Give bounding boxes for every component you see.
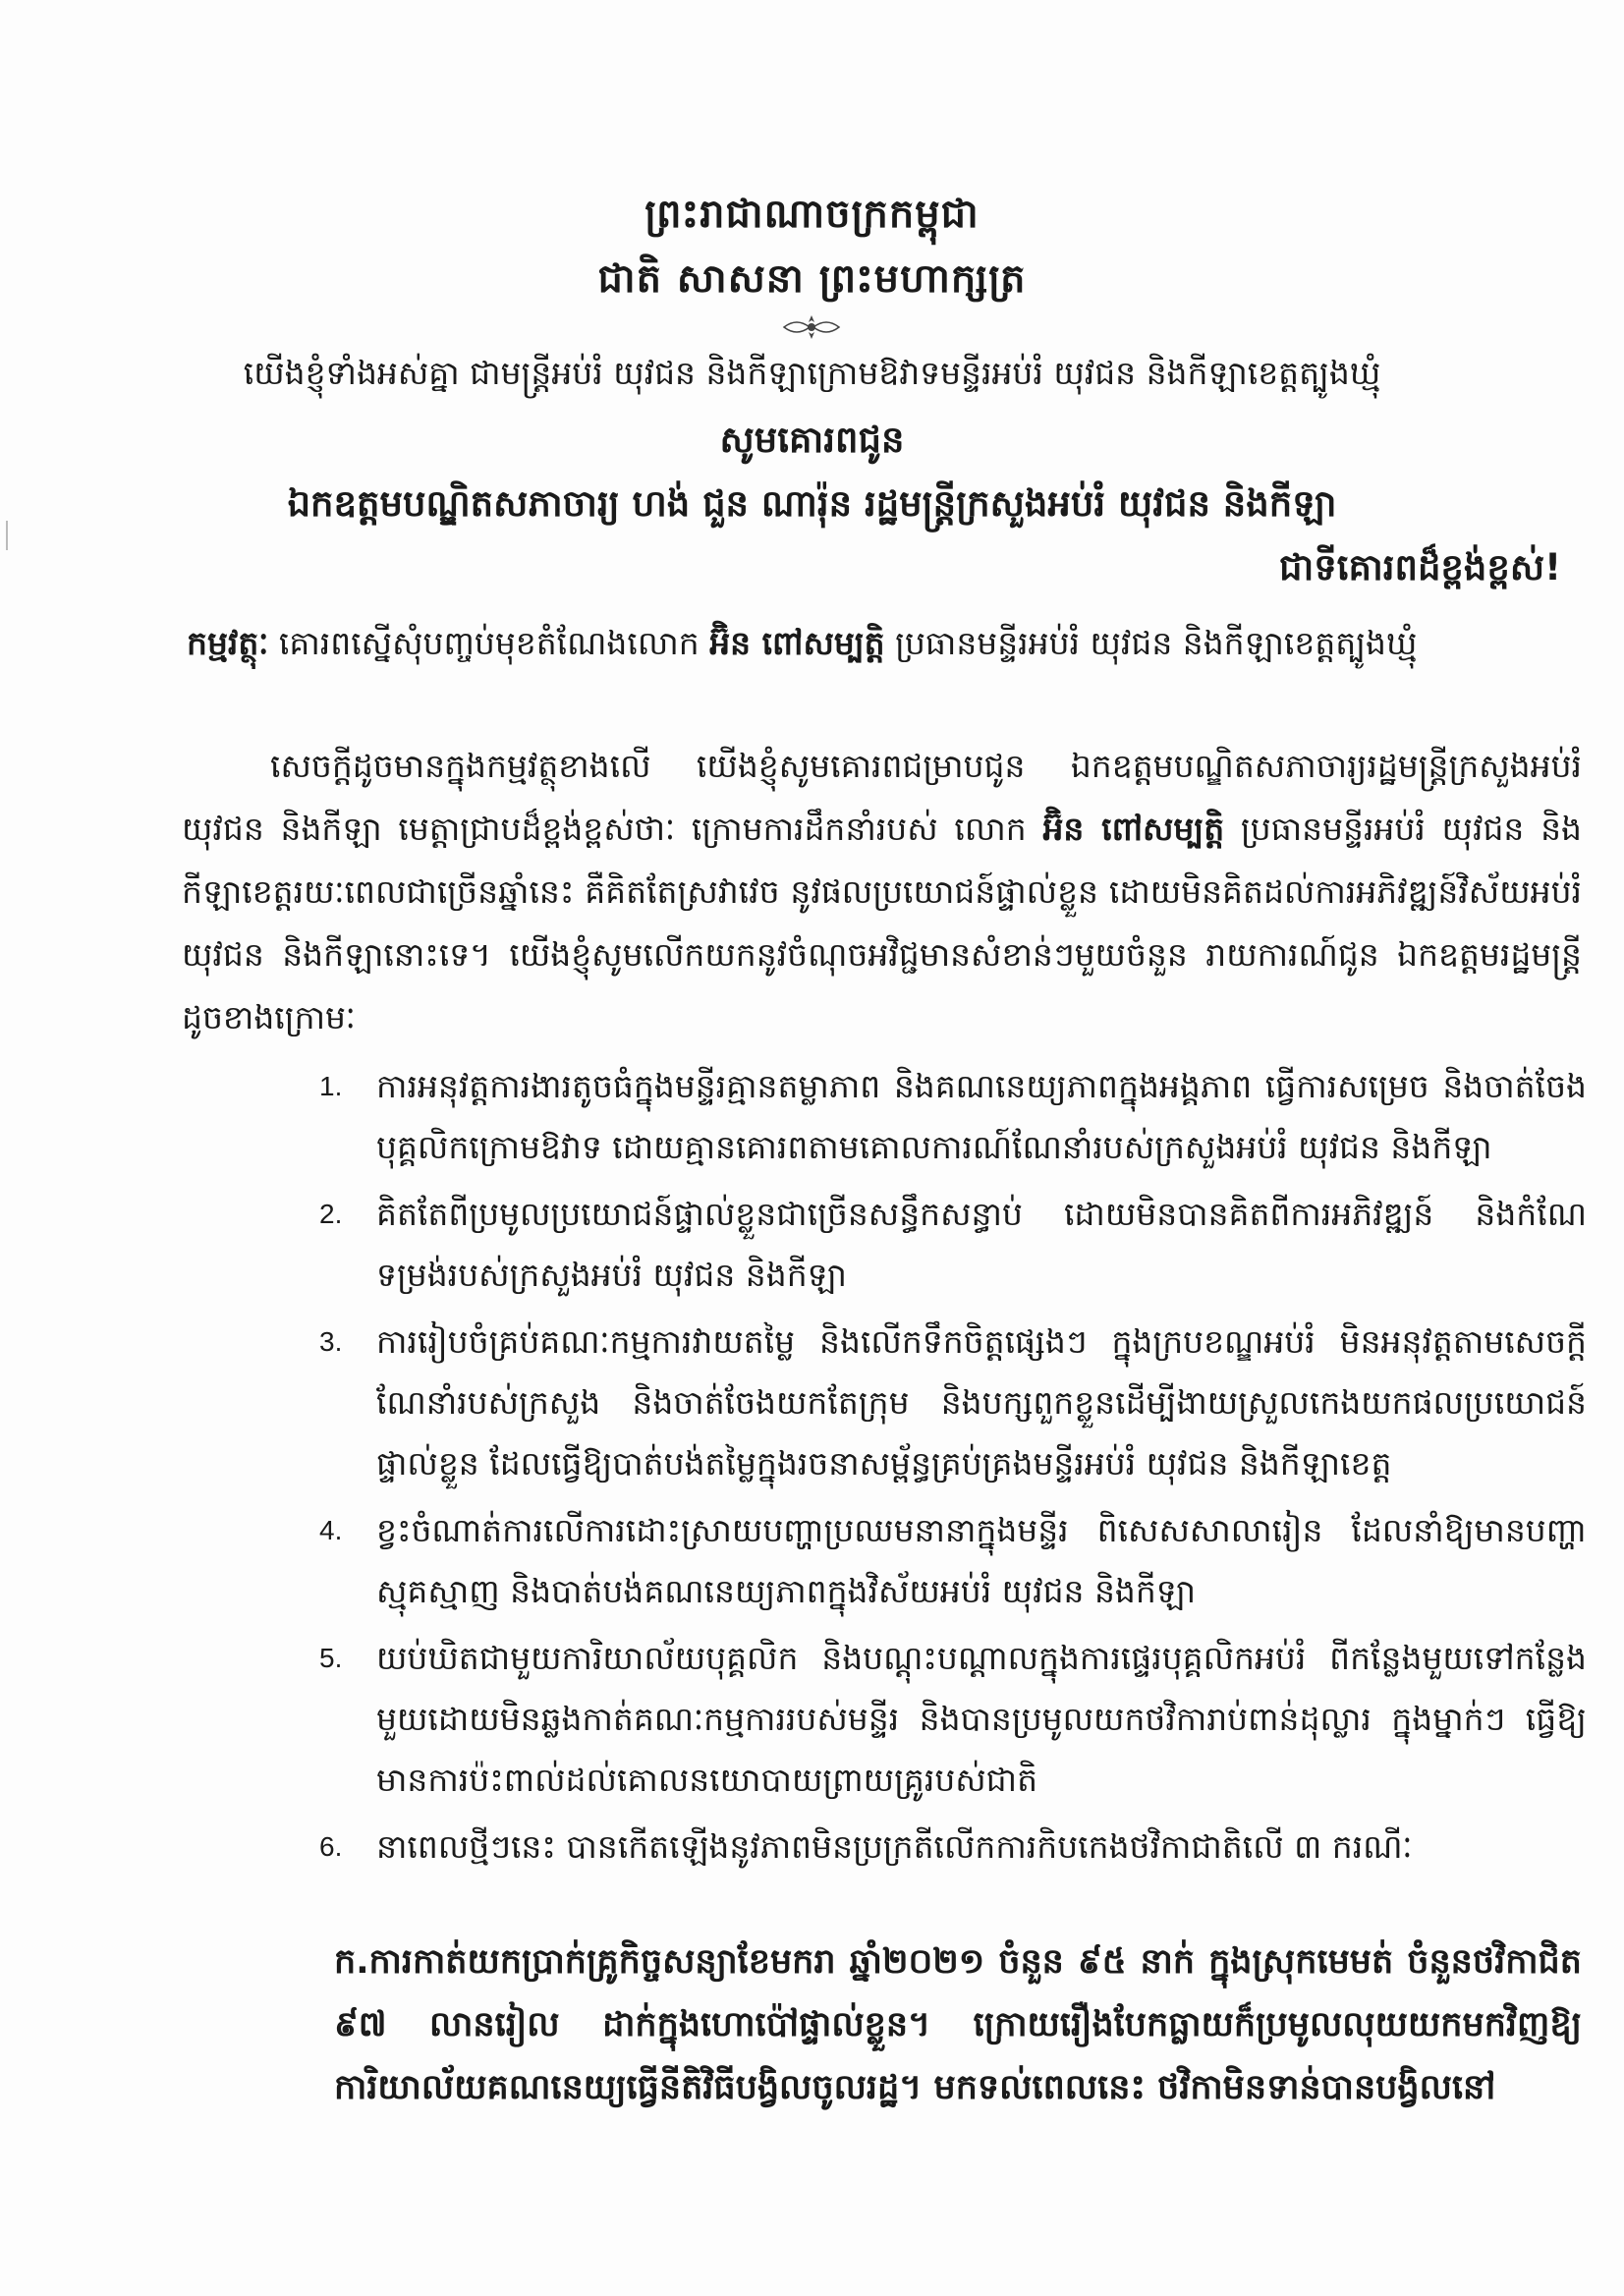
subject-label: កម្មវត្ថុៈ <box>187 624 269 662</box>
list-item <box>319 1184 1587 1306</box>
list-item <box>319 1628 1587 1811</box>
list-item-text: យប់ឃិតជាមួយការិយាល័យបុគ្គលិក និងបណ្តុះបណ្តាលក្នុងការផ្ទេរបុគ្គលិកអប់រំ ពីកន្លែងមួយទៅកន្លែងមួយដោយមិនឆ្លងកាត់គណៈកម្មការរបស់មន្ទីរ និងបានប្រមូលយកថវិការាប់ពាន់ដុល្លារ ក្នុងម្នាក់ៗ ធ្វើឱ្យមានការប៉ះពាល់ដល់គោលនយោបាយព្រាយគ្រូរបស់ជាតិ <box>376 1639 1587 1799</box>
list-item-number: 5. <box>319 1643 343 1673</box>
recipient-honorific: ជាទីគោរពដ៏ខ្ពង់ខ្ពស់! <box>1279 546 1561 588</box>
paragraph-text-a: សេចក្តីដូចមានក្នុងកម្មវត្ថុខាងលើ យើងខ្ញុំសូមគោរពជម្រាបជូន ឯកឧត្តមបណ្ឌិតសភាចារ្យរដ្ឋមន្ត្រីក្រសួងអប់រំ យុវជន និងកីឡា មេត្តាជ្រាបដ៏ខ្ពង់ខ្ពស់ថាៈ ក្រោមការដឹកនាំរបស់ លោក <box>182 747 1582 848</box>
list-item-text: ខ្វះចំណាត់ការលើការដោះស្រាយបញ្ហាប្រឈមនានាក្នុងមន្ទីរ ពិសេសសាលារៀន ដែលនាំឱ្យមានបញ្ហាស្មុគស្មាញ និងបាត់បង់គណនេយ្យភាពក្នុងវិស័យអប់រំ យុវជន និងកីឡា <box>376 1511 1587 1610</box>
subject-person-name: អ៊ិន ពៅសម្បត្តិ <box>709 624 885 662</box>
list-item <box>319 1817 1587 1877</box>
case-a-paragraph: ក.ការកាត់យកប្រាក់គ្រូកិច្ចសន្យាខែមករា ឆ្នាំ២០២១ ចំនួន ៩៥ នាក់ ក្នុងស្រុកមេមត់ ចំនួនថវិកាជិត ៩៧ លានរៀល ដាក់ក្នុងហោប៉ៅផ្ទាល់ខ្លួន។ ក្រោយរឿងបែកធ្លាយក៏ប្រមូលលុយយកមកវិញឱ្យការិយាល័យគណនេយ្យធ្វើនីតិវិធីបង្វិលចូលរដ្ឋ។ មកទល់ពេលនេះ ថវិកាមិនទាន់បានបង្វិលនៅ <box>334 1942 1582 2107</box>
list-item-number: 2. <box>319 1199 343 1229</box>
paragraph-person-name: អ៊ិន ពៅសម្បត្តិ <box>1042 810 1225 848</box>
list-item <box>319 1056 1587 1178</box>
list-item-number: 4. <box>319 1515 343 1545</box>
list-item-number: 1. <box>319 1071 343 1101</box>
list-item-text: ការអនុវត្តការងារតូចធំក្នុងមន្ទីរគ្មានតម្លាភាព និងគណនេយ្យភាពក្នុងអង្គភាព ធ្វើការសម្រេច និងចាត់ចែងបុគ្គលិកក្រោមឱវាទ ដោយគ្មានគោរពតាមគោលការណ៍ណែនាំរបស់ក្រសួងអប់រំ យុវជន និងកីឡា <box>376 1067 1587 1166</box>
motto-heading: ជាតិ សាសនា ព្រះមហាក្សត្រ <box>597 256 1027 302</box>
list-item-number: 6. <box>319 1831 343 1862</box>
list-item-number: 3. <box>319 1326 343 1357</box>
list-item-text: ការរៀបចំគ្រប់គណៈកម្មការវាយតម្លៃ និងលើកទឹកចិត្តផ្សេងៗ ក្នុងក្របខណ្ឌអប់រំ មិនអនុវត្តតាមសេចក្តីណែនាំរបស់ក្រសួង និងចាត់ចែងយកតែក្រុម និងបក្សពួកខ្លួនដើម្បីងាយស្រួលកេងយកផលប្រយោជន៍ផ្ទាល់ខ្លួន ដែលធ្វើឱ្យបាត់បង់តម្លៃក្នុងរចនាសម្ព័ន្ធគ្រប់គ្រងមន្ទីរអប់រំ យុវជន និងកីឡាខេត្ត <box>376 1322 1587 1483</box>
complaint-list <box>319 1056 1587 1883</box>
sender-line: យើងខ្ញុំទាំងអស់គ្នា ជាមន្ត្រីអប់រំ យុវជន និងកីឡាក្រោមឱវាទមន្ទីរអប់រំ យុវជន និងកីឡាខេត្តត្បូងឃ្មុំ <box>243 354 1381 392</box>
kingdom-heading: ព្រះរាជាណាចក្រកម្ពុជា <box>644 192 980 237</box>
list-item <box>319 1312 1587 1494</box>
list-item <box>319 1500 1587 1622</box>
subject-text-pre: គោរពស្នើសុំបញ្ចប់មុខតំណែងលោក <box>278 624 700 662</box>
recipient-line: ឯកឧត្តមបណ្ឌិតសភាចារ្យ ហង់ ជួន ណារ៉ុន រដ្ឋមន្ត្រីក្រសួងអប់រំ យុវជន និងកីឡា <box>287 482 1337 525</box>
body-paragraph <box>182 735 1582 1049</box>
flourish-ornament-icon <box>782 312 841 342</box>
respect-line: សូមគោរពជូន <box>719 419 905 461</box>
list-item-text: នាពេលថ្មីៗនេះ បានកើតឡើងនូវភាពមិនប្រក្រតីលើកការកិបកេងថវិកាជាតិលើ ៣ ករណីៈ <box>376 1827 1413 1866</box>
subject-line <box>187 624 1417 671</box>
list-item-text: គិតតែពីប្រមូលប្រយោជន៍ផ្ទាល់ខ្លួនជាច្រើនសន្ធឹកសន្ធាប់ ដោយមិនបានគិតពីការអភិវឌ្ឍន៍ និងកំណែទម្រង់របស់ក្រសួងអប់រំ យុវជន និងកីឡា <box>376 1195 1587 1294</box>
subject-text-post: ប្រធានមន្ទីរអប់រំ យុវជន និងកីឡាខេត្តត្បូងឃ្មុំ <box>895 624 1418 662</box>
paragraph-text-b: ប្រធានមន្ទីរអប់រំ យុវជន និងកីឡាខេត្តរយៈពេលជាច្រើនឆ្នាំនេះ គឺគិតតែស្រវាវេច នូវផលប្រយោជន៍ផ្ទាល់ខ្លួន ដោយមិនគិតដល់ការអភិវឌ្ឍន៍វិស័យអប់រំ យុវជន និងកីឡានោះទេ។ យើងខ្ញុំសូមលើកយកនូវចំណុចអវិជ្ជមានសំខាន់ៗមួយចំនួន រាយការណ៍ជូន ឯកឧត្តមរដ្ឋមន្ត្រីដូចខាងក្រោមៈ <box>182 810 1582 1036</box>
